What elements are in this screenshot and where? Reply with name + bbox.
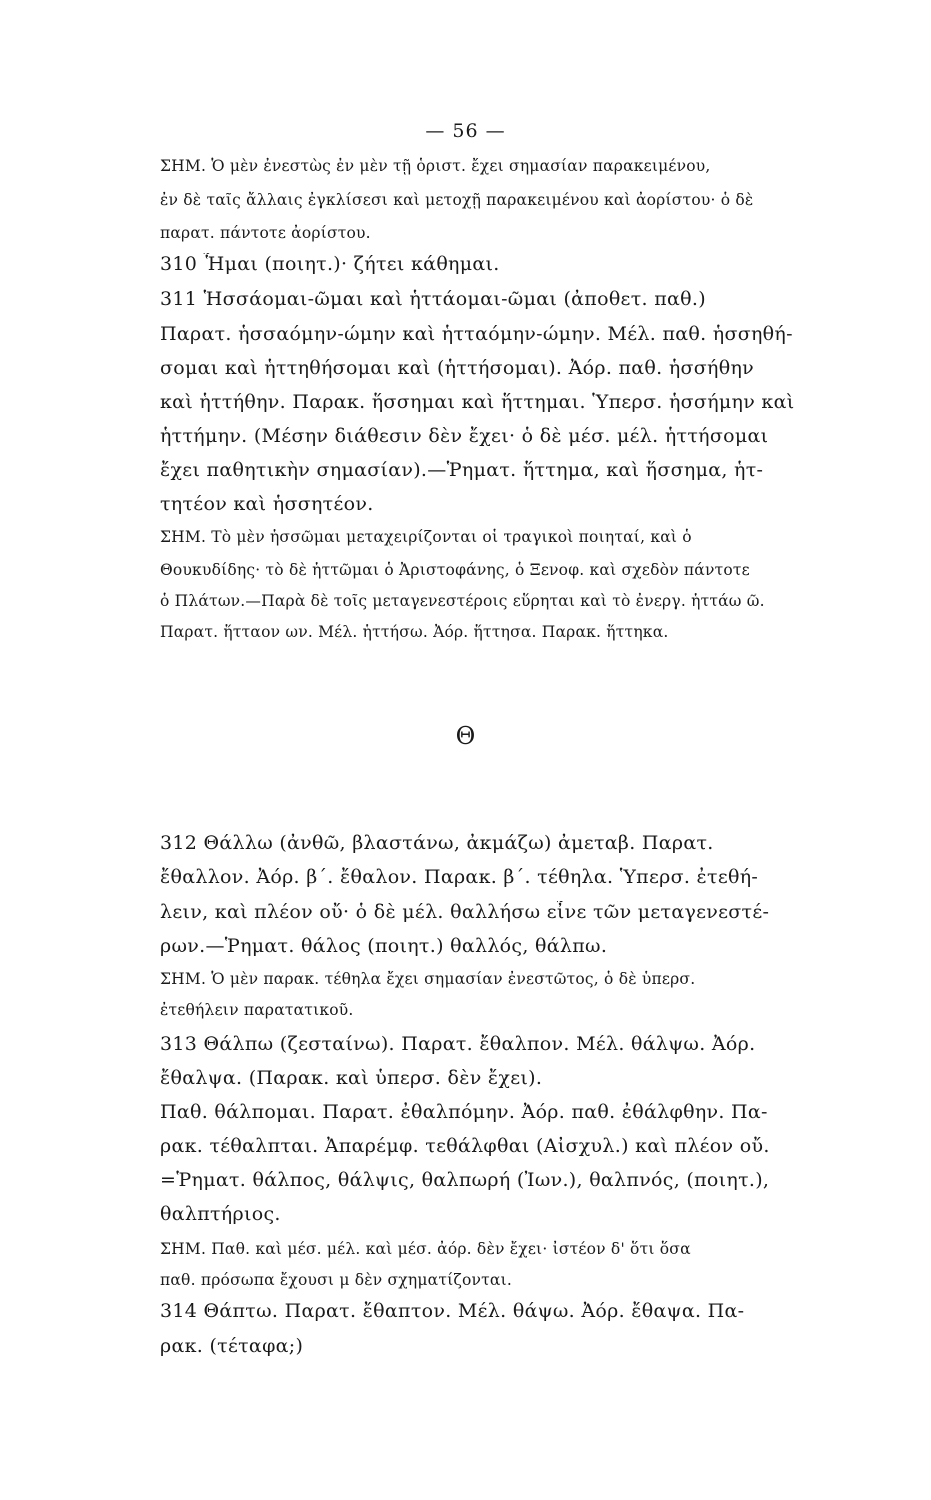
entry-text-line: Παρατ. ἡσσαόμην-ώμην καὶ ἡτταόμην-ώμην. Μέλ. παθ. ἡσσηθή- [160,323,793,345]
entry-text-line: λειν, καὶ πλέον οὔ· ὁ δὲ μέλ. θαλλήσω εἶνε τῶν μεταγενεστέ- [160,901,770,923]
note-line: ΣΗΜ. Ὁ μὲν παρακ. τέθηλα ἔχει σημασίαν ἐνεστῶτος, ὁ δὲ ὑπερσ. [160,970,696,988]
note-line: παθ. πρόσωπα ἔχουσι μ δὲν σχηματίζονται. [160,1271,512,1289]
note-line: Θουκυδίδης· τὸ δὲ ἡττῶμαι ὁ Ἀριστοφάνης, ὁ Ξενοφ. καὶ σχεδὸν πάντοτε [160,561,750,579]
note-line: Παρατ. ἥτταον ων. Μέλ. ἡττήσω. Ἀόρ. ἥττησα. Παρακ. ἥττηκα. [160,623,669,641]
entry-313-heading: 313 Θάλπω (ζεσταίνω). Παρατ. ἔθαλπον. Μέλ. θάλψω. Ἀόρ. [160,1033,756,1055]
note-line: ΣΗΜ. Ὁ μὲν ἐνεστὼς ἐν μὲν τῇ ὁριστ. ἔχει σημασίαν παρακειμένου, [160,157,711,175]
page-number: — 56 — [425,120,506,142]
entry-text-line: ἔθαλλον. Ἀόρ. β΄. ἔθαλον. Παρακ. β΄. τέθηλα. Ὑπερσ. ἐτεθή- [160,866,759,888]
entry-312-heading: 312 Θάλλω (ἀνθῶ, βλαστάνω, ἀκμάζω) ἀμεταβ. Παρατ. [160,832,714,854]
entry-310-heading: 310 Ἧμαι (ποιητ.)· ζήτει κάθημαι. [160,253,500,275]
note-line: ΣΗΜ. Παθ. καὶ μέσ. μέλ. καὶ μέσ. ἀόρ. δὲν ἔχει· ἰστέον δ' ὅτι ὅσα [160,1240,691,1258]
note-line: ὁ Πλάτων.—Παρὰ δὲ τοῖς μεταγενεστέροις εὕρηται καὶ τὸ ἐνεργ. ἡττάω ῶ. [160,592,765,610]
entry-text-line: ρακ. τέθαλπται. Ἀπαρέμφ. τεθάλφθαι (Αἰσχυλ.) καὶ πλέον οὔ. [160,1135,770,1157]
entry-text-line: θαλπτήριος. [160,1203,281,1225]
entry-text-line: Παθ. θάλπομαι. Παρατ. ἐθαλπόμην. Ἀόρ. παθ. ἐθάλφθην. Πα- [160,1101,768,1123]
entry-text-line: τητέον καὶ ἡσσητέον. [160,493,374,515]
entry-text-line: ἔχει παθητικὴν σημασίαν).—Ῥηματ. ἥττημα, καὶ ἥσσημα, ἡτ- [160,459,764,481]
entry-text-line: καὶ ἡττήθην. Παρακ. ἥσσημαι καὶ ἥττημαι. Ὑπερσ. ἡσσήμην καὶ [160,391,795,413]
note-line: ἐν δὲ ταῖς ἄλλαις ἐγκλίσεσι καὶ μετοχῇ παρακειμένου καὶ ἀορίστου· ὁ δὲ [160,191,754,209]
entry-text-line: ρων.—Ῥηματ. θάλος (ποιητ.) θαλλός, θάλπω. [160,935,608,957]
note-line: ΣΗΜ. Τὸ μὲν ἡσσῶμαι μεταχειρίζονται οἱ τραγικοὶ ποιηταί, καὶ ὁ [160,528,692,546]
section-letter-heading: Θ [455,722,476,750]
note-line: ἐτεθήλειν παρατατικοῦ. [160,1001,354,1019]
entry-text-line: ἔθαλψα. (Παρακ. καὶ ὑπερσ. δὲν ἔχει). [160,1067,543,1089]
entry-text-line: ρακ. (τέταφα;) [160,1335,304,1357]
entry-text-line: =Ῥηματ. θάλπος, θάλψις, θαλπωρή (Ἰων.), θαλπνός, (ποιητ.), [160,1169,770,1191]
entry-311-heading: 311 Ἡσσάομαι-ῶμαι καὶ ἡττάομαι-ῶμαι (ἀποθετ. παθ.) [160,288,706,310]
entry-314-heading: 314 Θάπτω. Παρατ. ἔθαπτον. Μέλ. θάψω. Ἀόρ. ἔθαψα. Πα- [160,1300,745,1322]
entry-text-line: ἡττήμην. (Μέσην διάθεσιν δὲν ἔχει· ὁ δὲ μέσ. μέλ. ἡττήσομαι [160,425,769,447]
entry-text-line: σομαι καὶ ἡττηθήσομαι καὶ (ἡττήσομαι). Ἀόρ. παθ. ἡσσήθην [160,357,755,379]
note-line: παρατ. πάντοτε ἀορίστου. [160,224,371,242]
